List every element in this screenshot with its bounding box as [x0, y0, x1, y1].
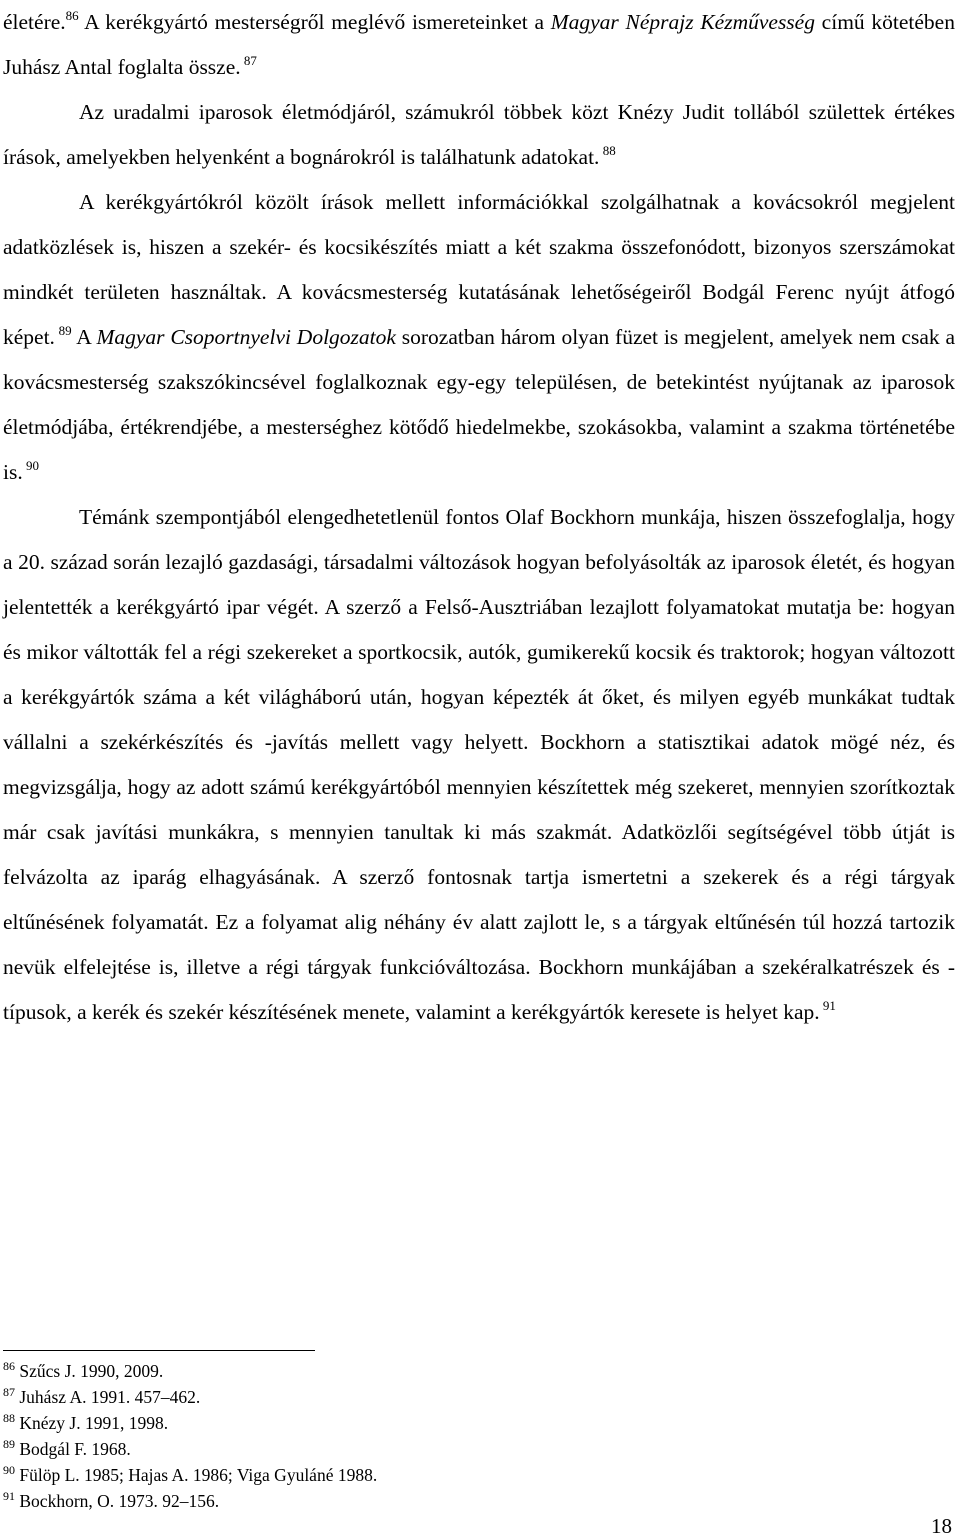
footnote-separator — [3, 1350, 315, 1351]
footnote-87 — [3, 1384, 703, 1410]
footnote-88 — [3, 1410, 703, 1436]
footnote-number: 91 — [3, 1489, 15, 1503]
footnote-number: 88 — [3, 1411, 15, 1425]
footnote-number: 89 — [3, 1437, 15, 1451]
footnote-text: Bodgál F. 1968. — [15, 1439, 131, 1459]
footnotes — [3, 1358, 703, 1514]
body-text — [3, 0, 955, 1035]
text-run: sorozatban három olyan füzet is megjelent, amelyek nem csak a kovácsmesterség szakszókincsével foglalkoznak egy-egy településen, de betekintést nyújtanak az iparosok életmódjába, értékrendjébe, a mesterséghez kötődő hiedelmekbe, szokásokba, valamint a szakma történetébe is. — [3, 325, 956, 484]
text-run: Témánk szempontjából elengedhetetlenül fontos Olaf Bockhorn munkája, hiszen összefoglalja, hogy a 20. század során lezajló gazdasági, társadalmi változások hogyan befolyásolták az iparosok életét, és hogyan jelentették a kerékgyártó ipar végét. A szerző a Felső-Ausztriában lezajlott folyamatokat mutatja be: hogyan és mikor váltották fel a régi szekereket a sportkocsik, autók, gumikerekű kocsik és traktorok; hogyan változott a kerékgyártók száma a két világháború után, hogyan képezték át őket, és milyen egyéb munkákat tudtak vállalni a szekérkészítés és -javítás mellett vagy helyett. Bockhorn a statisztikai adatok mögé néz, és megvizsgálja, hogy az adott számú kerékgyártóból mennyien készítettek még szekeret, mennyien szorítkoztak már csak javítási munkákra, s mennyien tanultak ki más szakmát. Adatközlői segítségével több útját is felvázolta az iparág elhagyásának. A szerző fontosnak tartja ismertetni a szekerek és a régi tárgyak eltűnésének folyamatát. Ez a folyamat alig néhány év alatt zajlott le, s a tárgyak eltűnésén túl hozzá tartozik nevük elfelejtése is, illetve a régi tárgyak funkcióváltozása. Bockhorn munkájában a szekéralkatrészek és -típusok, a kerék és szekér készítésének menete, valamint a kerékgyártók keresete is helyet kap. — [3, 505, 955, 1024]
footnote-number: 90 — [3, 1463, 15, 1477]
text-run: A kerékgyártó mesterségről meglévő ismereteinket a — [78, 10, 551, 34]
footnote-ref-89: 89 — [54, 323, 72, 338]
paragraph-2 — [3, 90, 955, 180]
series-title: Magyar Csoportnyelvi Dolgozatok — [96, 325, 396, 349]
footnote-text: Knézy J. 1991, 1998. — [15, 1413, 169, 1433]
footnote-ref-87: 87 — [240, 53, 257, 68]
page-number: 18 — [931, 1514, 952, 1538]
footnote-86 — [3, 1358, 703, 1384]
footnote-text: Fülöp L. 1985; Hajas A. 1986; Viga Gyuláné 1988. — [15, 1465, 378, 1485]
footnote-89 — [3, 1436, 703, 1462]
text-run: életére. — [3, 10, 66, 34]
paragraph-4 — [3, 495, 955, 1035]
footnote-ref-90: 90 — [22, 458, 39, 473]
paragraph-1 — [3, 0, 955, 90]
footnote-text: Szűcs J. 1990, 2009. — [15, 1361, 164, 1381]
footnote-text: Juhász A. 1991. 457–462. — [15, 1387, 201, 1407]
paragraph-3 — [3, 180, 955, 495]
text-run: A — [71, 325, 97, 349]
footnote-text: Bockhorn, O. 1973. 92–156. — [15, 1491, 220, 1511]
footnote-90 — [3, 1462, 703, 1488]
book-title: Magyar Néprajz Kézművesség — [550, 10, 815, 34]
footnote-number: 86 — [3, 1359, 15, 1373]
footnote-ref-91: 91 — [819, 998, 836, 1013]
footnote-number: 87 — [3, 1385, 15, 1399]
text-run: című kötetében Juhász Antal foglalta össze. — [3, 10, 955, 79]
footnote-91 — [3, 1488, 703, 1514]
text-run: Az uradalmi iparosok életmódjáról, számukról többek közt Knézy Judit tollából születtek értékes írások, amelyekben helyenként a bognárokról is találhatunk adatokat. — [3, 100, 955, 169]
text-run: A kerékgyártókról közölt írások mellett információkkal szolgálhatnak a kovácsokról megjelent adatközlések is, hiszen a szekér- és kocsikészítés miatt a két szakma összefonódott, bizonyos szerszámokat mindkét területen használtak. A kovácsmesterség kutatásának lehetőségeiről Bodgál Ferenc nyújt átfogó képet. — [3, 190, 955, 349]
footnote-ref-88: 88 — [599, 143, 616, 158]
footnote-ref-86: 86 — [65, 8, 79, 23]
